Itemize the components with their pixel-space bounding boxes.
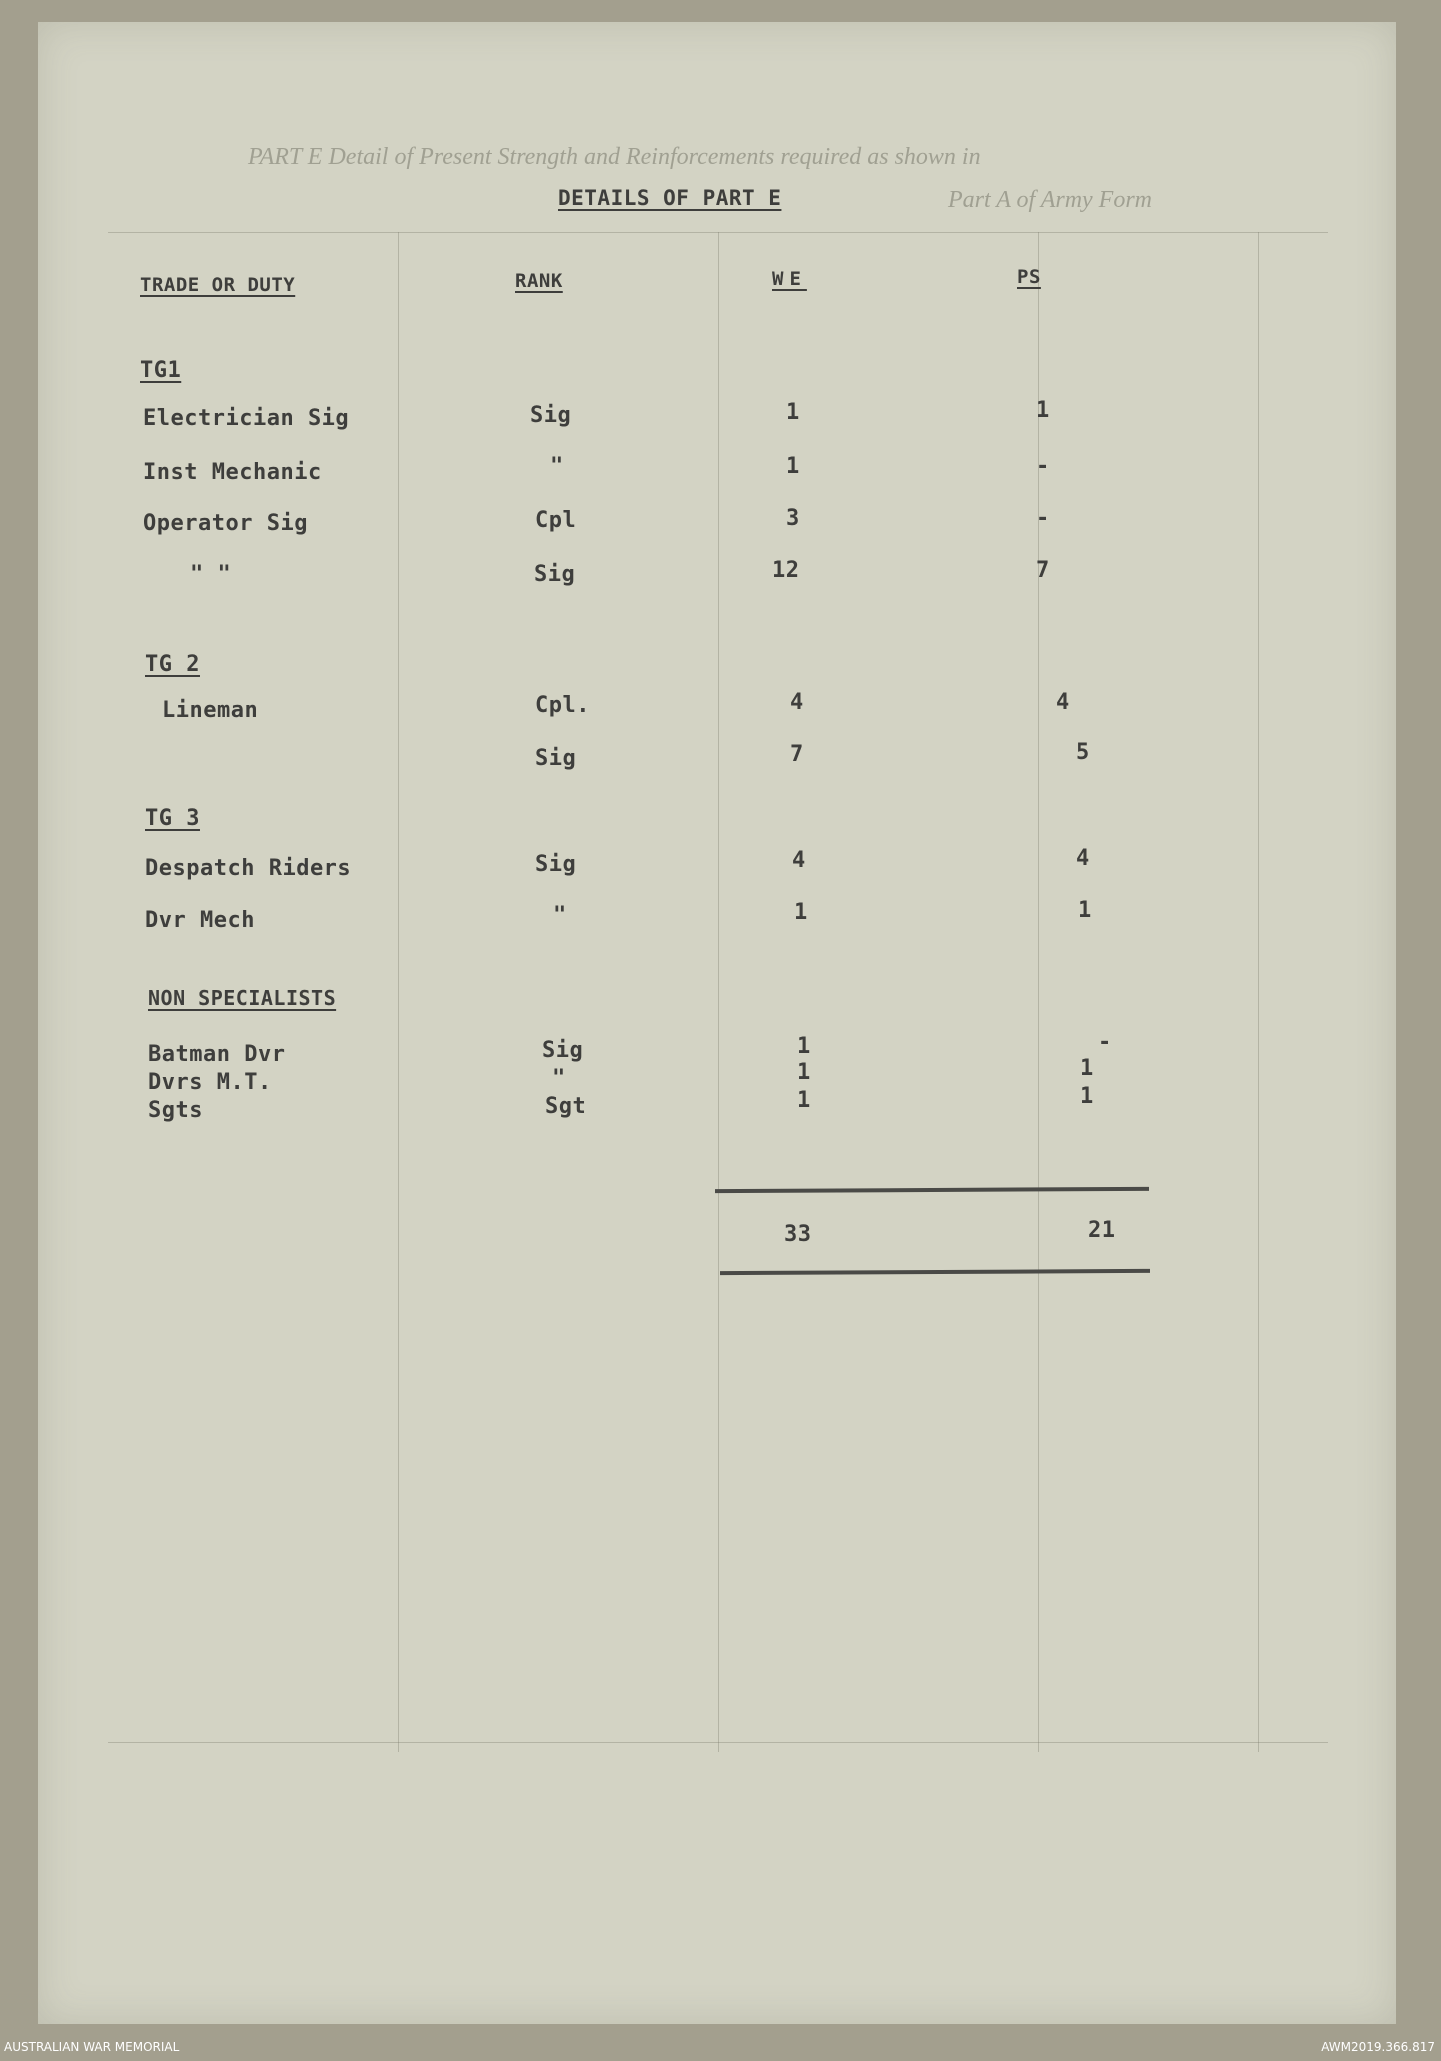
archive-credit: AUSTRALIAN WAR MEMORIAL bbox=[4, 2040, 180, 2054]
we-cell: 1 bbox=[794, 900, 808, 925]
trade-cell: Lineman bbox=[162, 698, 259, 723]
ps-cell: 5 bbox=[1076, 740, 1090, 765]
ps-cell: 7 bbox=[1036, 558, 1050, 583]
total-ps: 21 bbox=[1088, 1218, 1116, 1243]
we-cell: 1 bbox=[786, 400, 800, 425]
trade-cell: Dvr Mech bbox=[145, 908, 255, 933]
we-cell: 1 bbox=[786, 454, 800, 479]
rank-cell: Sig bbox=[535, 746, 577, 771]
group-heading: TG 3 bbox=[145, 806, 200, 831]
rank-cell: Sgt bbox=[545, 1094, 587, 1119]
we-cell: 4 bbox=[790, 690, 804, 715]
ps-cell: 1 bbox=[1036, 398, 1050, 423]
group-heading: TG 2 bbox=[145, 652, 200, 677]
trade-cell: Despatch Riders bbox=[145, 856, 352, 881]
rank-cell: Sig bbox=[542, 1038, 584, 1063]
column-header-we: WE bbox=[772, 268, 807, 290]
bleed-through-line: Part A of Army Form bbox=[948, 187, 1153, 213]
ps-cell: 4 bbox=[1056, 690, 1070, 715]
document-sheet bbox=[38, 22, 1396, 2024]
ps-cell: 1 bbox=[1080, 1084, 1094, 1109]
we-cell: 4 bbox=[792, 848, 806, 873]
group-heading: TG1 bbox=[140, 358, 182, 383]
ps-cell: - bbox=[1098, 1030, 1112, 1055]
trade-cell: Operator Sig bbox=[143, 511, 308, 536]
we-cell: 1 bbox=[797, 1034, 811, 1059]
group-heading: NON SPECIALISTS bbox=[148, 986, 337, 1010]
ps-cell: 1 bbox=[1080, 1056, 1094, 1081]
rank-cell: Cpl. bbox=[535, 693, 590, 718]
rank-cell: Sig bbox=[534, 562, 576, 587]
trade-cell: Inst Mechanic bbox=[143, 460, 322, 485]
rank-cell: " bbox=[550, 454, 564, 479]
trade-cell: Sgts bbox=[148, 1098, 203, 1123]
bleed-through-line: PART E Detail of Present Strength and Reinforcements required as shown in bbox=[248, 144, 981, 170]
we-cell: 3 bbox=[786, 506, 800, 531]
rank-cell: Sig bbox=[535, 852, 577, 877]
ghost-column-line bbox=[398, 232, 399, 1752]
trade-cell: Dvrs M.T. bbox=[148, 1070, 272, 1095]
trade-cell: Electrician Sig bbox=[143, 406, 350, 431]
trade-cell: " " bbox=[190, 562, 232, 587]
column-header-trade: TRADE OR DUTY bbox=[140, 274, 296, 296]
we-cell: 1 bbox=[797, 1060, 811, 1085]
rank-cell: Sig bbox=[530, 403, 572, 428]
rank-cell: " bbox=[553, 903, 567, 928]
rank-cell: Cpl bbox=[535, 508, 577, 533]
ps-cell: - bbox=[1036, 454, 1050, 479]
ps-cell: - bbox=[1036, 506, 1050, 531]
archive-reference: AWM2019.366.817 bbox=[1321, 2040, 1435, 2054]
ps-cell: 1 bbox=[1078, 898, 1092, 923]
column-header-rank: RANK bbox=[515, 270, 563, 292]
ghost-column-line bbox=[718, 232, 719, 1752]
ps-cell: 4 bbox=[1076, 846, 1090, 871]
ghost-column-line bbox=[1258, 232, 1259, 1752]
we-cell: 1 bbox=[797, 1088, 811, 1113]
rank-cell: " bbox=[552, 1066, 566, 1091]
we-cell: 12 bbox=[772, 558, 800, 583]
column-header-ps: PS bbox=[1017, 266, 1041, 288]
total-we: 33 bbox=[784, 1222, 812, 1247]
trade-cell: Batman Dvr bbox=[148, 1042, 286, 1067]
we-cell: 7 bbox=[790, 742, 804, 767]
document-title: DETAILS OF PART E bbox=[558, 186, 782, 210]
